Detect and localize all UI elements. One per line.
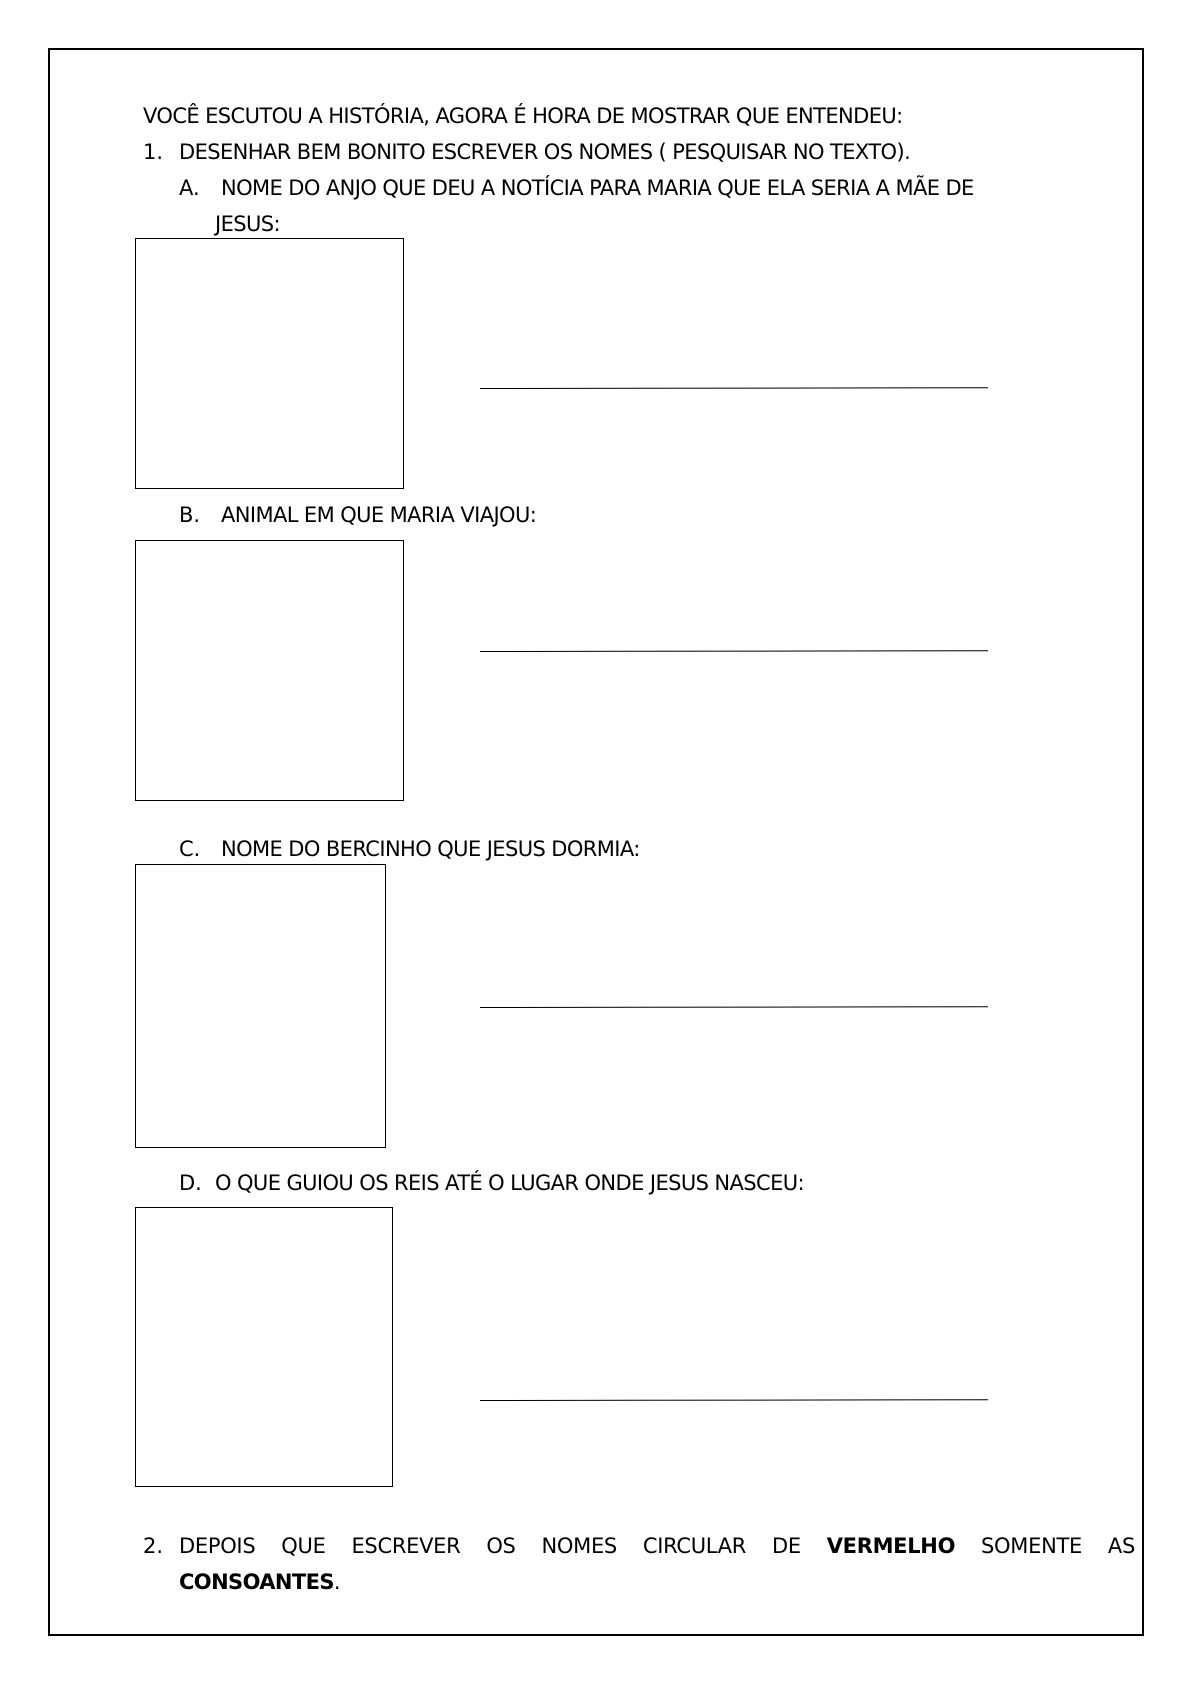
question-2-line2 [179, 1570, 340, 1594]
q2-word: AS [1107, 1534, 1135, 1558]
q2-word: SOMENTE [981, 1534, 1082, 1558]
item-a-letter: A. [179, 176, 200, 200]
item-a-text-line1: NOME DO ANJO QUE DEU A NOTÍCIA PARA MARIA QUE ELA SERIA A MÃE DE [221, 176, 974, 200]
q2-bold-vermelho: VERMELHO [826, 1534, 956, 1558]
drawing-box-c[interactable] [135, 864, 386, 1148]
question-2-number: 2. [143, 1534, 164, 1558]
q2-word: DEPOIS [179, 1534, 256, 1558]
q2-bold-consoantes: CONSOANTES [179, 1570, 334, 1594]
item-d-letter: D. [179, 1171, 202, 1195]
q2-word: DE [771, 1534, 801, 1558]
drawing-box-a[interactable] [135, 238, 404, 489]
q2-word: CIRCULAR [642, 1534, 747, 1558]
item-a-text-line2: JESUS: [215, 212, 280, 236]
item-c-letter: C. [179, 837, 201, 861]
question-2-line1 [179, 1534, 1135, 1558]
item-d-text: O QUE GUIOU OS REIS ATÉ O LUGAR ONDE JESUS NASCEU: [215, 1171, 804, 1195]
item-c-text: NOME DO BERCINHO QUE JESUS DORMIA: [221, 837, 640, 861]
q2-period: . [333, 1570, 340, 1594]
drawing-box-b[interactable] [135, 540, 404, 801]
q2-word: QUE [281, 1534, 326, 1558]
question-1-text: DESENHAR BEM BONITO ESCREVER OS NOMES ( PESQUISAR NO TEXTO). [179, 140, 911, 164]
item-b-letter: B. [179, 503, 201, 527]
q2-word: OS [486, 1534, 516, 1558]
drawing-box-d[interactable] [135, 1207, 393, 1487]
intro-text: VOCÊ ESCUTOU A HISTÓRIA, AGORA É HORA DE MOSTRAR QUE ENTENDEU: [143, 104, 903, 128]
q2-word: NOMES [541, 1534, 617, 1558]
q2-word: ESCREVER [351, 1534, 461, 1558]
item-b-text: ANIMAL EM QUE MARIA VIAJOU: [221, 503, 537, 527]
question-1-number: 1. [143, 140, 164, 164]
